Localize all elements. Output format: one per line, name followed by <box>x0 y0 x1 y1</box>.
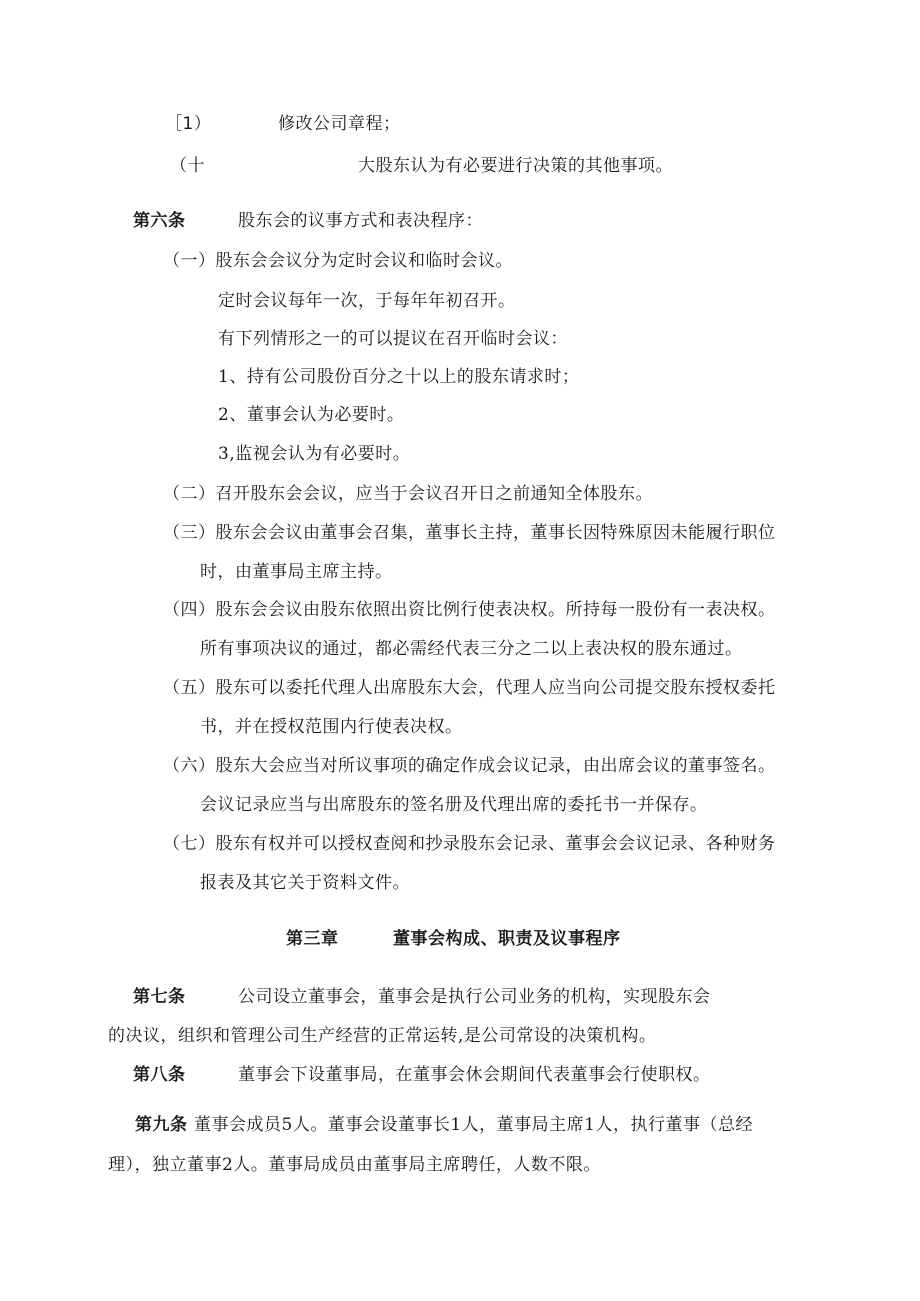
article-6-clause-7-line-1: （七）股东有权并可以授权查阅和抄录股东会记录、董事会会议记录、各种财务 <box>163 834 776 854</box>
article-7-line-2: 的决议，组织和管理公司生产经营的正常运转,是公司常设的决策机构。 <box>108 1026 657 1046</box>
article-7-label: 第七条 <box>133 987 186 1007</box>
chapter-3-title: 董事会构成、职责及议事程序 <box>393 929 621 949</box>
article-8-text: 董事会下设董事局，在董事会休会期间代表董事会行使职权。 <box>238 1065 711 1085</box>
article-7-line-1: 公司设立董事会，董事会是执行公司业务的机构，实现股东会 <box>238 987 711 1007</box>
article-6-clause-3-line-2: 时，由董事局主席主持。 <box>200 562 393 582</box>
article-6-clause-1-regular: 定时会议每年一次，于每年年初召开。 <box>218 291 516 311</box>
item-1-text: 修改公司章程； <box>278 114 401 134</box>
article-8-label: 第八条 <box>133 1065 186 1085</box>
chapter-3-label: 第三章 <box>286 929 339 949</box>
article-6-clause-4-line-2: 所有事项决议的通过，都必需经代表三分之二以上表决权的股东通过。 <box>200 639 743 659</box>
item-10-marker: （十 <box>170 156 205 176</box>
article-6-clause-1-interim: 有下列情形之一的可以提议在召开临时会议： <box>218 329 568 349</box>
article-9-line-1: 董事会成员5人。董事会设董事长1人，董事局主席1人，执行董事（总经 <box>194 1115 753 1135</box>
article-6-clause-6-line-2: 会议记录应当与出席股东的签名册及代理出席的委托书一并保存。 <box>200 795 708 815</box>
item-10-text: 大股东认为有必要进行决策的其他事项。 <box>358 156 673 176</box>
article-6-condition-3: 3,监视会认为有必要时。 <box>218 444 411 464</box>
article-9-line-2: 理），独立董事2人。董事局成员由董事局主席聘任，人数不限。 <box>108 1155 601 1175</box>
article-6-condition-1: 1、持有公司股份百分之十以上的股东请求时； <box>218 367 580 387</box>
article-6-clause-5-line-2: 书，并在授权范围内行使表决权。 <box>200 717 463 737</box>
article-6-clause-1: （一）股东会会议分为定时会议和临时会议。 <box>163 251 513 271</box>
article-6-title: 股东会的议事方式和表决程序： <box>238 211 483 231</box>
article-6-label: 第六条 <box>133 211 186 231</box>
article-6-clause-7-line-2: 报表及其它关于资料文件。 <box>200 873 410 893</box>
article-6-clause-3-line-1: （三）股东会会议由董事会召集，董事长主持，董事长因特殊原因未能履行职位 <box>163 523 776 543</box>
article-6-clause-4-line-1: （四）股东会会议由股东依照出资比例行使表决权。所持每一股份有一表决权。 <box>163 600 776 620</box>
item-1-marker: ［1） <box>165 114 212 134</box>
article-6-condition-2: 2、董事会认为必要时。 <box>218 405 405 425</box>
article-9-label: 第九条 <box>135 1115 188 1135</box>
article-6-clause-2: （二）召开股东会会议，应当于会议召开日之前通知全体股东。 <box>163 484 653 504</box>
article-6-clause-5-line-1: （五）股东可以委托代理人出席股东大会，代理人应当向公司提交股东授权委托 <box>163 678 776 698</box>
article-6-clause-6-line-1: （六）股东大会应当对所议事项的确定作成会议记录，由出席会议的董事签名。 <box>163 756 776 776</box>
